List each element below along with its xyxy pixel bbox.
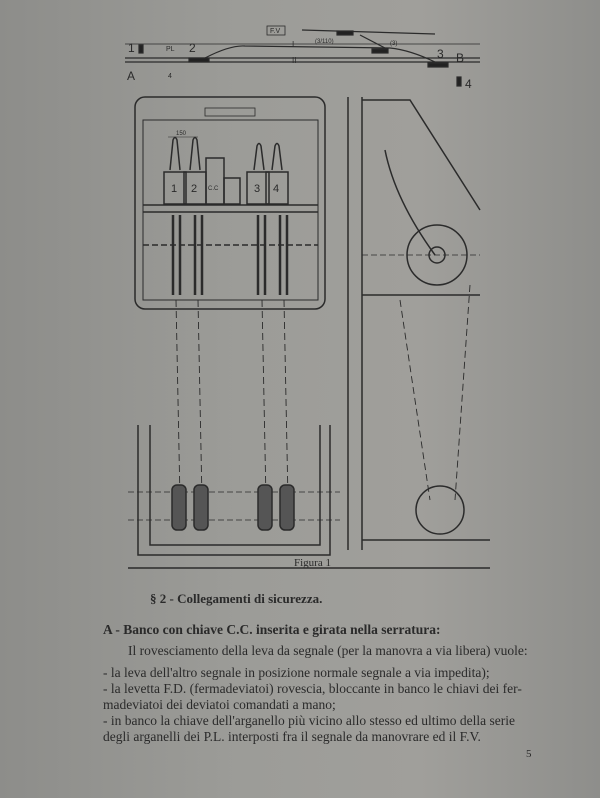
- pit-view: [128, 425, 490, 568]
- lever-4-label: 4: [273, 183, 280, 195]
- section-title: § 2 - Collegamenti di sicurezza.: [150, 591, 323, 606]
- siding-label: (3/110): [315, 39, 334, 45]
- page-number: 5: [526, 748, 532, 760]
- station-a-label: A: [127, 69, 136, 83]
- track-i-label: I: [292, 40, 295, 49]
- pl-label: PL: [166, 46, 175, 53]
- signal-3-label: 3: [437, 47, 444, 61]
- list-item: madeviatoi dei deviatoi comandati a mano;: [103, 697, 336, 712]
- intro-paragraph: Il rovesciamento della leva da segnale (per la manovra a via libera) vuole:: [128, 643, 528, 658]
- switch-3-label: (3): [390, 41, 398, 47]
- signal-1-label: 1: [128, 41, 135, 55]
- lever-1-label: 1: [171, 183, 178, 195]
- lever-2-label: 2: [191, 183, 198, 195]
- lever-frame-front: [135, 97, 325, 309]
- list-item: - la levetta F.D. (fermadeviatoi) rovescia, bloccante in banco le chiavi dei fer-: [103, 681, 522, 696]
- list-item: - in banco la chiave dell'arganello più vicino allo stesso ed ultimo della serie: [103, 713, 515, 728]
- signal-4-label: 4: [465, 77, 472, 91]
- track-ii-label: II: [292, 56, 297, 65]
- pl-4-label: 4: [168, 73, 172, 80]
- station-b-label: B: [456, 51, 465, 65]
- track-plan: [125, 26, 480, 86]
- lever-frame-side: [348, 97, 490, 550]
- fv-label: F.V: [270, 28, 281, 35]
- connection-lines: [176, 285, 470, 500]
- list-item: - la leva dell'altro segnale in posizione normale segnale a via impedita);: [103, 665, 490, 680]
- list-item: degli arganelli dei P.L. interposti fra il segnale da manovrare ed il F.V.: [103, 729, 481, 744]
- figure-caption: Figura 1: [294, 557, 331, 569]
- dimension-label: 150: [176, 131, 187, 137]
- signal-2-label: 2: [189, 41, 196, 55]
- lever-3-label: 3: [254, 183, 261, 195]
- cc-label: C.C: [208, 186, 219, 192]
- subsection-heading: A - Banco con chiave C.C. inserita e girata nella serratura:: [103, 622, 441, 637]
